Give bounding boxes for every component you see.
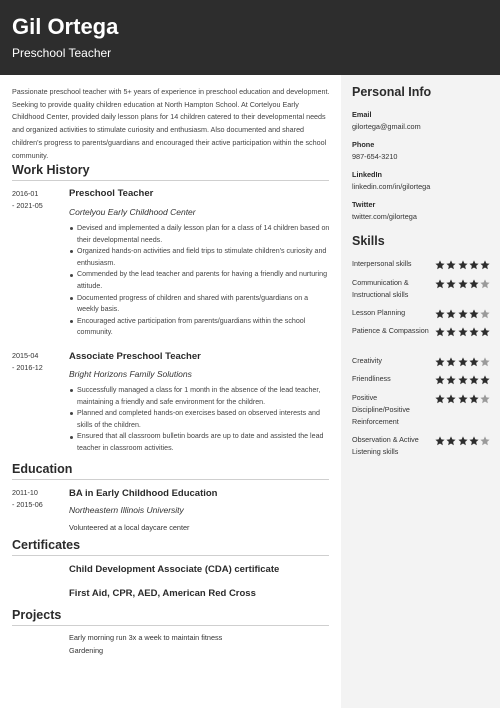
section-divider [12,180,329,181]
star-filled-icon [446,375,456,385]
project-item: Gardening [69,646,104,655]
star-filled-icon [458,279,468,289]
skill-name: Positive Discipline/Positive Reinforcement [352,393,410,426]
certificates-heading: Certificates [12,538,81,552]
star-filled-icon [458,260,468,270]
star-filled-icon [435,357,445,367]
star-filled-icon [480,327,490,337]
star-empty-icon [480,309,490,319]
education-date-end: - 2015-06 [12,500,43,509]
section-divider [12,625,329,626]
job-org: Cortelyou Early Childhood Center [69,207,196,217]
star-empty-icon [480,279,490,289]
job-date-end: - 2021-05 [12,201,43,210]
list-item: Commended by the lead teacher and parents for having a friendly and nurturing attitude. [69,269,331,292]
skill-name: Interpersonal skills [352,259,412,268]
skill-name: Communication & Instructional skills [352,278,409,299]
list-item: Ensured that all classroom bulletin boards are up to date and assisted the lead teacher in classroom activities. [69,431,331,454]
candidate-name: Gil Ortega [12,14,119,39]
star-filled-icon [458,375,468,385]
skill-name: Creativity [352,356,382,365]
skill-rating [435,354,491,372]
education-school: Northeastern Illinois University [69,505,184,515]
star-filled-icon [480,375,490,385]
section-divider [12,555,329,556]
star-filled-icon [446,309,456,319]
email-label: Email [352,110,372,119]
star-filled-icon [435,436,445,446]
skill-rating [435,257,491,275]
star-filled-icon [435,327,445,337]
star-filled-icon [469,309,479,319]
skill-rating [435,372,491,390]
star-filled-icon [458,436,468,446]
job-date-start: 2016-01 [12,189,39,198]
skill-rating [435,324,491,342]
star-filled-icon [458,327,468,337]
job-bullets [69,385,331,455]
list-item: Successfully managed a class for 1 month in the absence of the lead teacher, maintaining a friendly and safe environment for the children. [69,385,331,408]
job-bullets [69,223,331,339]
star-filled-icon [469,375,479,385]
education-heading: Education [12,462,73,476]
linkedin-label: LinkedIn [352,170,382,179]
star-filled-icon [469,394,479,404]
projects-heading: Projects [12,608,62,622]
skill-name: Patience & Compassion [352,326,429,335]
job-role: Preschool Teacher [69,188,154,199]
education-note: Volunteered at a local daycare center [69,523,190,532]
section-divider [12,479,329,480]
skill-name: Lesson Planning [352,308,406,317]
list-item: Encouraged active participation from parents/guardians within the school community. [69,316,331,339]
star-filled-icon [469,279,479,289]
star-filled-icon [435,279,445,289]
email-value: gilortega@gmail.com [352,122,421,131]
twitter-value: twitter.com/gilortega [352,212,417,221]
skill-rating [435,276,491,294]
list-item: Devised and implemented a daily lesson plan for a class of 14 children based on their developmental needs. [69,223,331,246]
star-filled-icon [446,357,456,367]
phone-label: Phone [352,140,375,149]
skill-rating [435,306,491,324]
star-filled-icon [469,327,479,337]
job-date-start: 2015-04 [12,351,39,360]
star-filled-icon [469,357,479,367]
star-filled-icon [446,327,456,337]
skill-name: Friendliness [352,374,391,383]
star-filled-icon [435,260,445,270]
resume-header [0,0,500,75]
star-filled-icon [446,436,456,446]
job-role: Associate Preschool Teacher [69,351,201,362]
star-filled-icon [446,279,456,289]
personal-info-heading: Personal Info [352,85,432,99]
list-item: Documented progress of children and shared with parents/guardians on a weekly basis. [69,293,331,316]
phone-value: 987-654-3210 [352,152,398,161]
project-item: Early morning run 3x a week to maintain fitness [69,633,223,642]
list-item: Organized hands-on activities and field trips to stimulate children's curiosity and enthusiasm. [69,246,331,269]
skill-rating [435,433,491,451]
linkedin-value: linkedin.com/in/gilortega [352,182,431,191]
star-filled-icon [469,436,479,446]
skill-name: Observation & Active Listening skills [352,435,419,456]
star-empty-icon [480,394,490,404]
twitter-label: Twitter [352,200,376,209]
skill-rating [435,391,491,409]
star-filled-icon [435,394,445,404]
skills-heading: Skills [352,234,385,248]
star-filled-icon [446,260,456,270]
star-filled-icon [435,375,445,385]
job-date-end: - 2016-12 [12,363,43,372]
star-filled-icon [480,260,490,270]
star-filled-icon [446,394,456,404]
star-empty-icon [480,436,490,446]
summary-text: Passionate preschool teacher with 5+ years of experience in preschool education and development. Seeking to provide quality children education at North Hampton School. At Cortelyou Early Childhood Center, provided daily lesson plans for 14 children catered to their developmental needs and organized activities to stimulate curiosity and enthusiasm. Also documented and shared children's progress to parents/guardians and encouraged their active participation within the school community. [12,87,330,160]
job-org: Bright Horizons Family Solutions [69,369,192,379]
star-empty-icon [480,357,490,367]
candidate-title: Preschool Teacher [12,46,112,60]
star-filled-icon [435,309,445,319]
work-history-heading: Work History [12,163,90,177]
education-degree: BA in Early Childhood Education [69,488,218,499]
star-filled-icon [458,357,468,367]
star-filled-icon [458,309,468,319]
star-filled-icon [469,260,479,270]
star-filled-icon [458,394,468,404]
certificate-item: Child Development Associate (CDA) certificate [69,564,280,575]
education-date-start: 2011-10 [12,488,38,497]
certificate-item: First Aid, CPR, AED, American Red Cross [69,588,256,599]
list-item: Planned and completed hands-on exercises based on observed interests and skills of the children. [69,408,331,431]
